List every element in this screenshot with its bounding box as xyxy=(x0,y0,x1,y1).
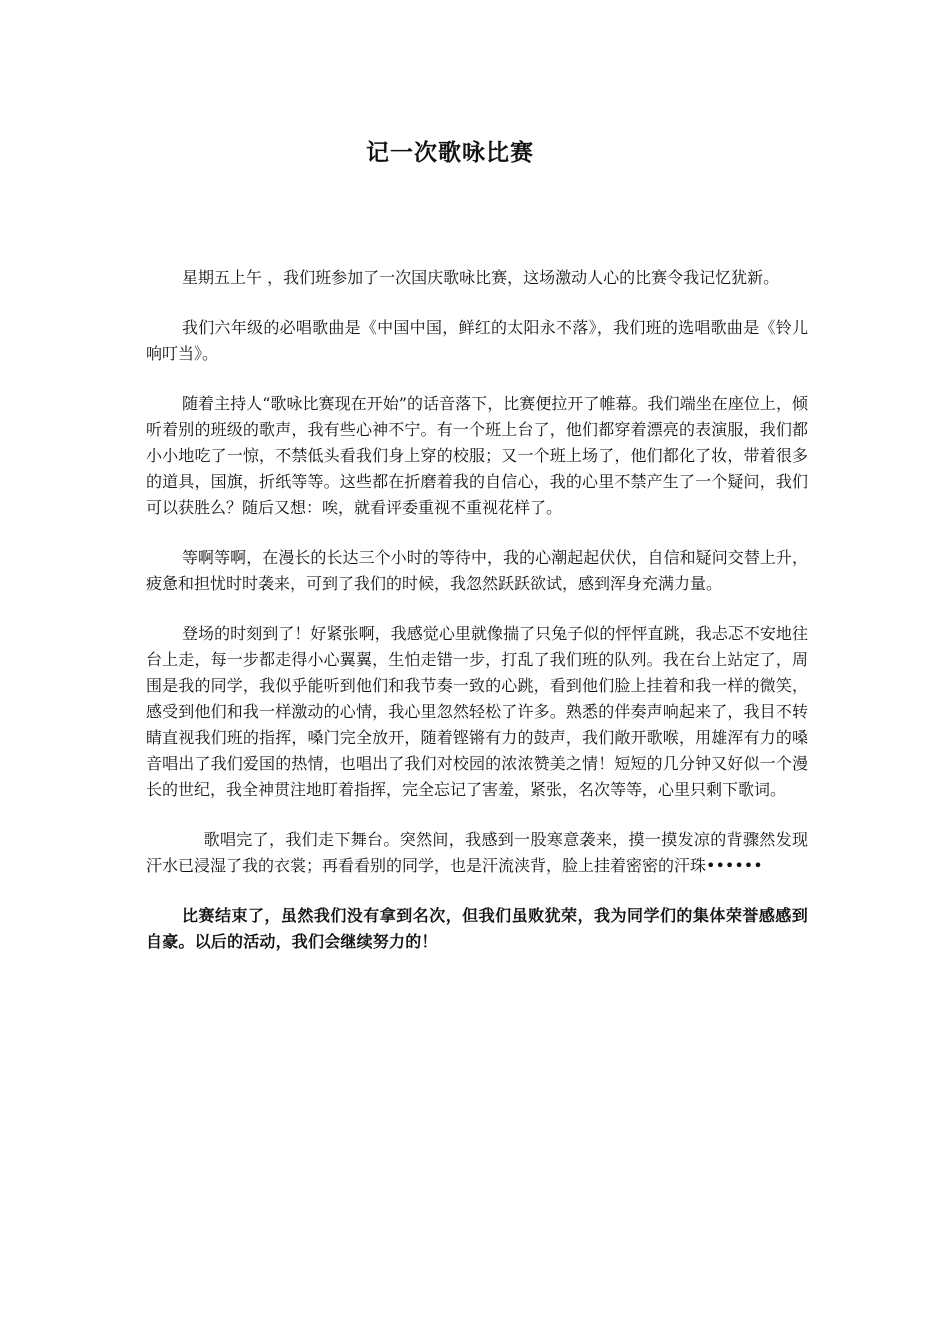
paragraph-5: 登场的时刻到了！好紧张啊，我感觉心里就像揣了只兔子似的怦怦直跳，我忐忑不安地往台上走，每一步都走得小心翼翼，生怕走错一步，打乱了我们班的队列。我在台上站定了，周围是我的同学，我似乎能听到他们和我节奏一致的心跳，看到他们脸上挂着和我一样的微笑，感受到他们和我一样激动的心情，我心里忽然轻松了许多。熟悉的伴奏声响起来了，我目不转睛直视我们班的指挥，嗓门完全放开，随着铿锵有力的鼓声，我们敞开歌喉，用雄浑有力的嗓音唱出了我们爱国的热情，也唱出了我们对校园的浓浓赞美之情！短短的几分钟又好似一个漫长的世纪，我全神贯注地盯着指挥，完全忘记了害羞，紧张，名次等等，心里只剩下歌词。 xyxy=(146,624,808,799)
paragraph-3: 随着主持人“歌咏比赛现在开始”的话音落下，比赛便拉开了帷幕。我们端坐在座位上，倾听着别的班级的歌声，我有些心神不宁。有一个班上台了，他们都穿着漂亮的表演服，我们都小小地吃了一惊，不禁低头看我们身上穿的校服；又一个班上场了，他们都化了妆，带着很多的道具，国旗，折纸等等。这些都在折磨着我的自信心，我的心里不禁产生了一个疑问，我们可以获胜么？随后又想：唉，就看评委重视不重视花样了。 xyxy=(146,394,808,517)
paragraph-2: 我们六年级的必唱歌曲是《中国中国，鲜红的太阳永不落》，我们班的选唱歌曲是《铃儿响叮当》。 xyxy=(146,318,808,363)
document-title: 记一次歌咏比赛 xyxy=(366,139,534,166)
paragraph-1: 星期五上午 ，我们班参加了一次国庆歌咏比赛，这场激动人心的比赛令我记忆犹新。 xyxy=(182,268,780,287)
paragraph-4: 等啊等啊，在漫长的长达三个小时的等待中，我的心潮起起伏伏，自信和疑问交替上升，疲惫和担忧时时袭来，可到了我们的时候，我忽然跃跃欲试，感到浑身充满力量。 xyxy=(146,548,808,593)
paragraph-7: 比赛结束了，虽然我们没有拿到名次，但我们虽败犹荣，我为同学们的集体荣誉感感到自豪。以后的活动，我们会继续努力的！ xyxy=(146,906,808,951)
paragraph-6: 歌唱完了，我们走下舞台。突然间，我感到一股寒意袭来，摸一摸发凉的背骤然发现汗水已浸湿了我的衣裳；再看看别的同学，也是汗流浃背，脸上挂着密密的汗珠•••••• xyxy=(146,830,808,875)
document-body xyxy=(146,265,808,955)
